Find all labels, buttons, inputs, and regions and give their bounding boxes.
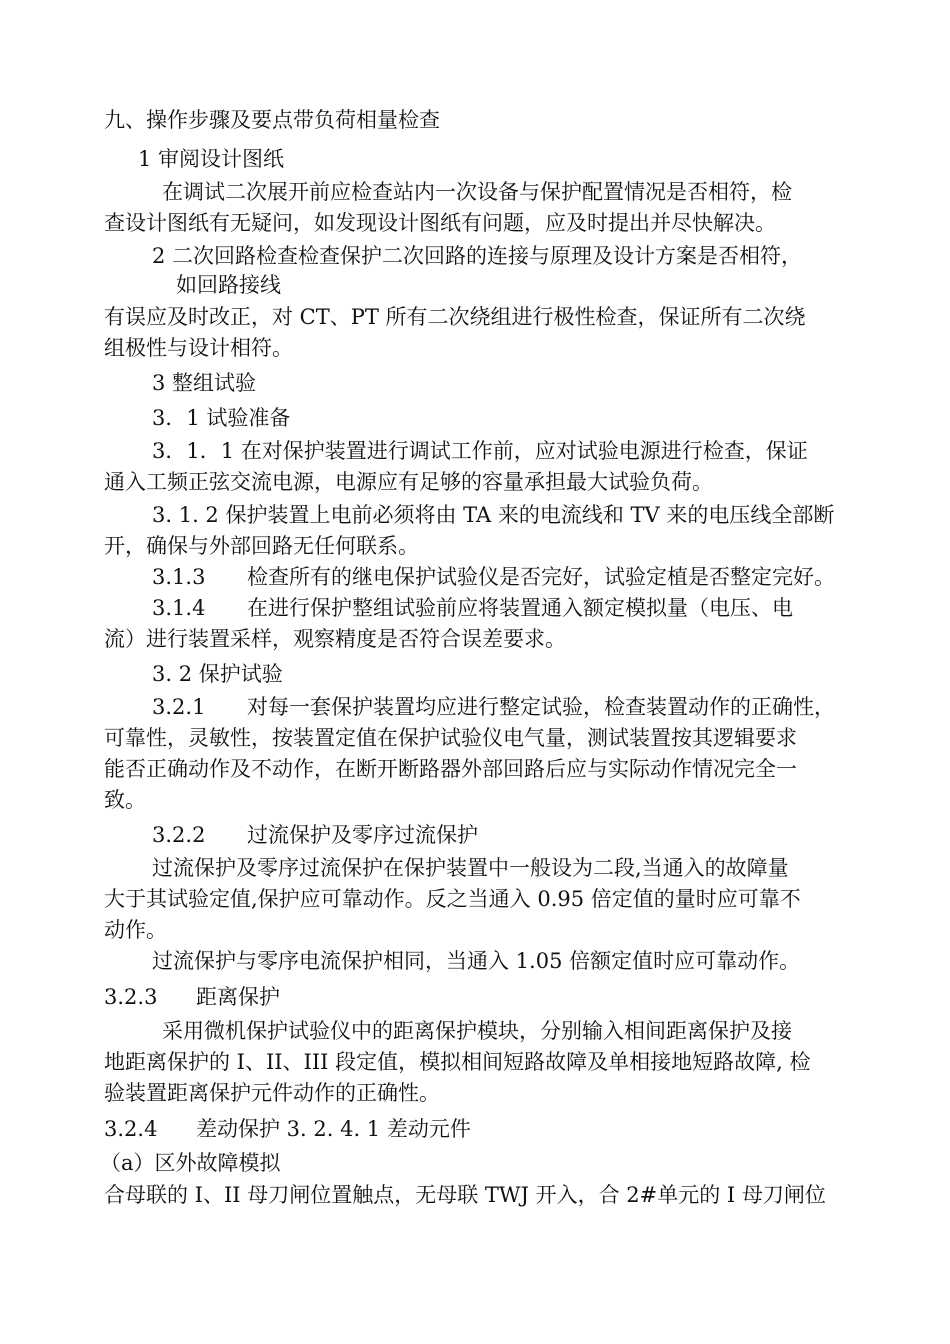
paragraph-line: 如回路接线 <box>176 273 281 297</box>
paragraph-line: 通入工频正弦交流电源，电源应有足够的容量承担最大试验负荷。 <box>104 470 713 494</box>
paragraph-line: 可靠性，灵敏性，按装置定值在保护试验仪电气量，测试装置按其逻辑要求 <box>104 726 797 750</box>
subsection-title: 1 审阅设计图纸 <box>138 147 285 171</box>
paragraph-line: 验装置距离保护元件动作的正确性。 <box>104 1081 440 1105</box>
paragraph-line: 2 二次回路检查检查保护二次回路的连接与原理及设计方案是否相符， <box>152 244 803 268</box>
subsection-title: 3 整组试验 <box>152 371 257 395</box>
paragraph-line: 合母联的 I、II 母刀闸位置触点，无母联 TWJ 开入，合 2#单元的 I 母刀闸位 <box>104 1183 826 1207</box>
paragraph-line: 有误应及时改正，对 CT、PT 所有二次绕组进行极性检查，保证所有二次绕 <box>104 305 806 329</box>
subsection-title: （a）区外故障模拟 <box>100 1151 281 1175</box>
paragraph-line: 查设计图纸有无疑问，如发现设计图纸有问题，应及时提出并尽快解决。 <box>104 211 776 235</box>
subsection-title: 过流保护及零序过流保护 <box>247 823 478 847</box>
paragraph-line: 致。 <box>104 788 146 812</box>
paragraph-line: 地距离保护的 I、II、III 段定值，模拟相间短路故障及单相接地短路故障, 检 <box>104 1050 811 1074</box>
subsection-title: 3．1 试验准备 <box>152 406 291 430</box>
clause-number: 3.2.4 <box>104 1117 158 1141</box>
paragraph-line: 检查所有的继电保护试验仪是否完好，试验定植是否整定完好。 <box>247 565 835 589</box>
paragraph-line: 在进行保护整组试验前应将装置通入额定模拟量（电压、电 <box>247 596 793 620</box>
subsection-title: 差动保护 3. 2. 4. 1 差动元件 <box>196 1117 471 1141</box>
paragraph-line: 大于其试验定值,保护应可靠动作。反之当通入 0.95 倍定值的量时应可靠不 <box>104 887 801 911</box>
subsection-title: 距离保护 <box>196 985 280 1009</box>
paragraph-line: 动作。 <box>104 918 167 942</box>
section-heading: 九、操作步骤及要点带负荷相量检查 <box>104 108 440 132</box>
subsection-title: 3. 2 保护试验 <box>152 662 283 686</box>
paragraph-line: 开，确保与外部回路无任何联系。 <box>104 534 419 558</box>
clause-number: 3.2.3 <box>104 985 158 1009</box>
paragraph-line: 3．1．1 在对保护装置进行调试工作前，应对试验电源进行检查，保证 <box>152 439 808 463</box>
paragraph-line: 对每一套保护装置均应进行整定试验，检查装置动作的正确性， <box>247 695 835 719</box>
paragraph-line: 组极性与设计相符。 <box>104 336 293 360</box>
clause-number: 3.1.3 <box>152 565 206 589</box>
paragraph-line: 在调试二次展开前应检查站内一次设备与保护配置情况是否相符，检 <box>162 180 792 204</box>
clause-number: 3.2.2 <box>152 823 206 847</box>
paragraph-line: 能否正确动作及不动作，在断开断路器外部回路后应与实际动作情况完全一 <box>104 757 797 781</box>
paragraph-line: 采用微机保护试验仪中的距离保护模块，分别输入相间距离保护及接 <box>162 1019 792 1043</box>
paragraph-line: 流）进行装置采样，观察精度是否符合误差要求。 <box>104 627 566 651</box>
clause-number: 3.1.4 <box>152 596 206 620</box>
paragraph-line: 3. 1. 2 保护装置上电前必须将由 TA 来的电流线和 TV 来的电压线全部断 <box>152 503 835 527</box>
paragraph-line: 过流保护与零序电流保护相同，当通入 1.05 倍额定值时应可靠动作。 <box>152 949 801 973</box>
clause-number: 3.2.1 <box>152 695 206 719</box>
paragraph-line: 过流保护及零序过流保护在保护装置中一般设为二段,当通入的故障量 <box>152 856 789 880</box>
